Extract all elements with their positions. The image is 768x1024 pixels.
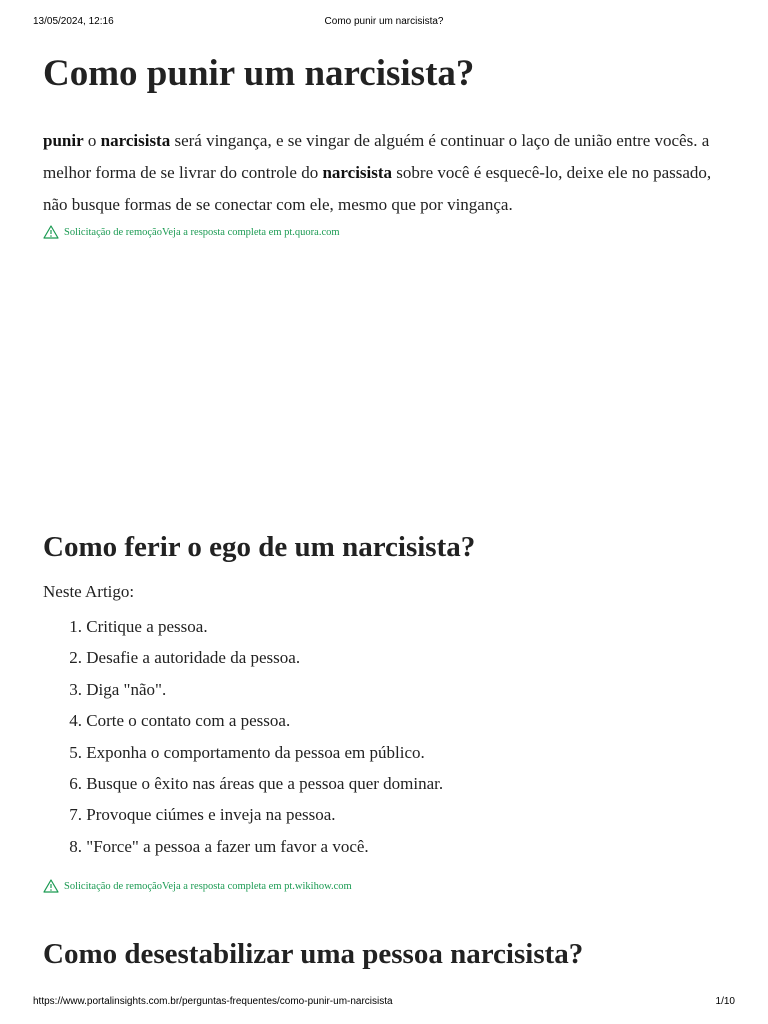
- list-item: [43, 611, 443, 642]
- removal-request-link[interactable]: Solicitação de remoção: [64, 880, 162, 892]
- answer-keyword: narcisista: [100, 131, 171, 150]
- section-heading-ferir: Como ferir o ego de um narcisista?: [43, 531, 476, 563]
- list-item: [43, 831, 443, 862]
- step-text: Provoque ciúmes e inveja na pessoa.: [86, 805, 336, 825]
- list-item: [43, 642, 443, 673]
- removal-request-link[interactable]: Solicitação de remoção: [64, 226, 162, 238]
- article-intro: Neste Artigo:: [43, 582, 135, 601]
- steps-list: [43, 611, 443, 862]
- step-number: 8.: [69, 836, 82, 856]
- full-answer-link[interactable]: Veja a resposta completa em pt.wikihow.com: [161, 880, 352, 892]
- list-item: [43, 705, 443, 736]
- page-title: Como punir um narcisista?: [43, 53, 475, 94]
- print-datetime: 13/05/2024, 12:16: [33, 16, 114, 27]
- source-line-wikihow: [43, 879, 352, 893]
- full-answer-link[interactable]: Veja a resposta completa em pt.quora.com: [161, 226, 340, 238]
- list-item: [43, 737, 443, 768]
- list-item: [43, 674, 443, 705]
- step-text: Exponha o comportamento da pessoa em público.: [86, 742, 425, 762]
- step-number: 3.: [69, 679, 82, 699]
- answer-paragraph: [43, 125, 733, 221]
- answer-text: sobre você é esquecê-lo, deixe ele no passado, não busque formas de se conectar com ele, mesmo que por vingança.: [43, 163, 712, 214]
- step-number: 7.: [69, 805, 82, 825]
- source-line-quora: [43, 225, 340, 239]
- print-page-number: 1/10: [715, 996, 735, 1007]
- answer-text: o: [83, 131, 101, 150]
- step-number: 6.: [69, 773, 82, 793]
- step-text: "Force" a pessoa a fazer um favor a você.: [86, 836, 369, 856]
- step-number: 2.: [69, 648, 82, 668]
- step-text: Corte o contato com a pessoa.: [86, 711, 291, 731]
- answer-keyword: punir: [43, 131, 84, 150]
- step-text: Desafie a autoridade da pessoa.: [86, 648, 301, 668]
- answer-keyword: narcisista: [322, 163, 393, 182]
- print-page-title: Como punir um narcisista?: [324, 16, 444, 27]
- step-text: Diga "não".: [86, 679, 167, 699]
- step-number: 4.: [69, 711, 82, 731]
- list-item: [43, 799, 443, 830]
- answer-text: será vingança, e se vingar de alguém é continuar o laço de união entre vocês. a melhor forma de se livrar do controle do: [43, 131, 710, 182]
- step-number: 5.: [69, 742, 82, 762]
- section-heading-desestabilizar: Como desestabilizar uma pessoa narcisista?: [43, 938, 584, 970]
- step-number: 1.: [69, 617, 82, 636]
- step-text: Critique a pessoa.: [86, 617, 208, 636]
- step-text: Busque o êxito nas áreas que a pessoa quer dominar.: [86, 773, 444, 793]
- list-item: [43, 768, 443, 799]
- print-url: https://www.portalinsights.com.br/perguntas-frequentes/como-punir-um-narcisista: [33, 996, 393, 1007]
- warning-triangle-icon[interactable]: [43, 225, 59, 239]
- warning-triangle-icon[interactable]: [43, 879, 59, 893]
